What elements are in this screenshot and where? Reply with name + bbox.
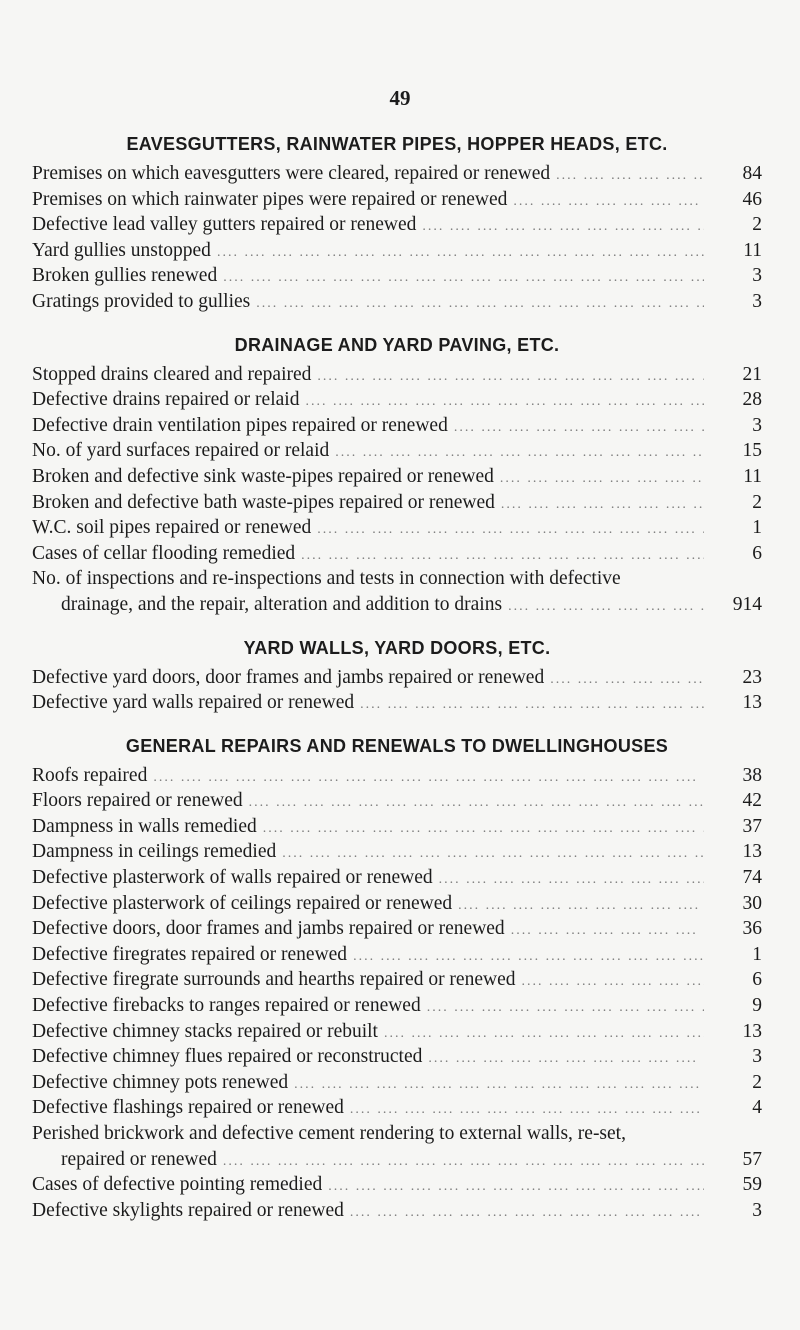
dot-leader xyxy=(427,995,704,1021)
dot-leader xyxy=(350,1200,704,1226)
dot-leader xyxy=(249,790,704,816)
list-item xyxy=(32,1070,762,1096)
dot-leader xyxy=(428,1046,704,1072)
item-count: 2 xyxy=(752,491,762,513)
item-label: Defective drain ventilation pipes repaired or renewed xyxy=(32,414,448,436)
item-count: 3 xyxy=(752,290,762,312)
item-count: 23 xyxy=(742,666,762,688)
list-item xyxy=(32,187,762,213)
list-item xyxy=(32,916,762,942)
item-label: Defective chimney stacks repaired or rebuilt xyxy=(32,1020,378,1042)
item-label: Cases of defective pointing remedied xyxy=(32,1174,323,1196)
item-label: Defective firebacks to ranges repaired or renewed xyxy=(32,995,421,1017)
item-label: Defective doors, door frames and jambs repaired or renewed xyxy=(32,918,505,940)
item-count: 28 xyxy=(742,389,762,411)
dot-leader xyxy=(335,440,704,466)
dot-leader xyxy=(521,969,704,995)
item-count: 9 xyxy=(752,995,762,1017)
item-label-line2: drainage, and the repair, alteration and addition to drains xyxy=(61,593,503,615)
item-count: 1 xyxy=(752,943,762,965)
dot-leader xyxy=(328,1174,704,1200)
item-label: Yard gullies unstopped xyxy=(32,239,211,261)
item-count: 6 xyxy=(752,542,762,564)
dot-leader xyxy=(501,492,704,518)
item-label: Defective yard walls repaired or renewed xyxy=(32,692,355,714)
item-count: 2 xyxy=(752,1071,762,1093)
dot-leader xyxy=(422,214,704,240)
item-count: 74 xyxy=(742,867,762,889)
dot-leader xyxy=(500,466,704,492)
item-count: 37 xyxy=(742,815,762,837)
item-count: 42 xyxy=(742,790,762,812)
item-label: Premises on which eavesgutters were cleared, repaired or renewed xyxy=(32,163,551,184)
item-label: Defective lead valley gutters repaired or renewed xyxy=(32,214,417,236)
item-label: Cases of cellar flooding remedied xyxy=(32,542,296,564)
item-label: Defective chimney flues repaired or reconstructed xyxy=(32,1046,423,1068)
dot-leader xyxy=(458,893,704,919)
list-item xyxy=(32,967,762,993)
dot-leader xyxy=(223,1149,704,1175)
section-title: EAVESGUTTERS, RAINWATER PIPES, HOPPER HEADS, ETC. xyxy=(126,134,668,154)
item-label: Broken gullies renewed xyxy=(32,265,218,287)
item-count: 4 xyxy=(752,1097,762,1119)
list-item xyxy=(32,1121,762,1172)
item-label: Defective firegrate surrounds and hearths repaired or renewed xyxy=(32,969,516,991)
item-label: Defective firegrates repaired or renewed xyxy=(32,943,348,965)
item-count: 13 xyxy=(742,692,762,714)
dot-leader xyxy=(301,543,704,569)
item-count: 36 xyxy=(742,918,762,940)
item-count: 6 xyxy=(752,969,762,991)
item-label: Defective chimney pots renewed xyxy=(32,1071,289,1093)
list-item xyxy=(32,161,762,187)
item-label: Floors repaired or renewed xyxy=(32,790,243,812)
item-count: 57 xyxy=(742,1148,762,1170)
dot-leader xyxy=(513,189,704,215)
list-item xyxy=(32,289,762,315)
item-label: Broken and defective sink waste-pipes repaired or renewed xyxy=(32,465,494,487)
dot-leader xyxy=(556,163,704,189)
list-item xyxy=(32,413,762,439)
item-count: 3 xyxy=(752,265,762,287)
dot-leader xyxy=(508,594,704,620)
item-label: Defective drains repaired or relaid xyxy=(32,389,300,411)
item-label: Dampness in walls remedied xyxy=(32,815,257,837)
list-item xyxy=(32,387,762,413)
list-item xyxy=(32,515,762,541)
item-label: Defective flashings repaired or renewed xyxy=(32,1097,344,1119)
list-item xyxy=(32,788,762,814)
dot-leader xyxy=(350,1097,704,1123)
list-item xyxy=(32,212,762,238)
list-item xyxy=(32,891,762,917)
list-item xyxy=(32,1198,762,1224)
list-item xyxy=(32,865,762,891)
dot-leader xyxy=(263,816,704,842)
item-count: 13 xyxy=(742,841,762,863)
item-label: Defective plasterwork of ceilings repaired or renewed xyxy=(32,892,453,914)
item-label: Defective plasterwork of walls repaired or renewed xyxy=(32,867,433,889)
list-item xyxy=(32,1095,762,1121)
list-item xyxy=(32,1019,762,1045)
list-item xyxy=(32,1172,762,1198)
page-number: 49 xyxy=(389,86,411,110)
section-title: DRAINAGE AND YARD PAVING, ETC. xyxy=(234,334,560,355)
item-count: 15 xyxy=(742,440,762,462)
list-item xyxy=(32,993,762,1019)
list-item xyxy=(32,839,762,865)
dot-leader xyxy=(317,364,704,390)
list-item xyxy=(32,665,762,691)
item-count: 914 xyxy=(732,593,762,615)
item-count: 30 xyxy=(742,892,762,914)
item-label: Premises on which rainwater pipes were repaired or renewed xyxy=(32,188,508,210)
dot-leader xyxy=(550,667,704,693)
dot-leader xyxy=(353,944,704,970)
list-item xyxy=(32,566,762,617)
item-count: 84 xyxy=(742,163,762,184)
item-count: 3 xyxy=(752,414,762,436)
list-item xyxy=(32,1044,762,1070)
dot-leader xyxy=(360,692,704,718)
list-item xyxy=(32,238,762,264)
dot-leader xyxy=(282,841,704,867)
item-label: Dampness in ceilings remedied xyxy=(32,841,277,863)
item-label: Perished brickwork and defective cement rendering to external walls, re-set, xyxy=(32,1123,626,1144)
dot-leader xyxy=(217,240,704,266)
item-count: 38 xyxy=(742,764,762,786)
dot-leader xyxy=(223,265,704,291)
item-label-continued xyxy=(32,1147,762,1173)
section-title: GENERAL REPAIRS AND RENEWALS TO DWELLINGHOUSES xyxy=(125,735,669,756)
item-label-line2: repaired or renewed xyxy=(61,1148,217,1170)
item-label: Gratings provided to gullies xyxy=(32,290,251,312)
item-label: No. of inspections and re-inspections and tests in connection with defective xyxy=(32,568,621,590)
list-item xyxy=(32,690,762,716)
list-item xyxy=(32,541,762,567)
list-item xyxy=(32,464,762,490)
dot-leader xyxy=(153,765,704,791)
dot-leader xyxy=(317,517,704,543)
list-item xyxy=(32,490,762,516)
item-count: 3 xyxy=(752,1199,762,1221)
item-count: 13 xyxy=(742,1020,762,1042)
report-content xyxy=(32,127,762,1223)
item-label: Defective yard doors, door frames and jambs repaired or renewed xyxy=(32,666,545,688)
item-label: Defective skylights repaired or renewed xyxy=(32,1199,344,1221)
item-count: 3 xyxy=(752,1046,762,1068)
item-count: 21 xyxy=(742,363,762,385)
item-label-continued xyxy=(32,592,762,618)
dot-leader xyxy=(305,389,704,415)
item-count: 46 xyxy=(742,188,762,210)
dot-leader xyxy=(294,1072,704,1098)
item-count: 1 xyxy=(752,517,762,539)
dot-leader xyxy=(256,291,704,317)
list-item xyxy=(32,763,762,789)
item-label: Roofs repaired xyxy=(32,764,148,786)
item-count: 11 xyxy=(743,239,762,261)
item-count: 2 xyxy=(752,214,762,236)
dot-leader xyxy=(384,1021,704,1047)
list-item xyxy=(32,814,762,840)
list-item xyxy=(32,438,762,464)
dot-leader xyxy=(439,867,704,893)
item-count: 59 xyxy=(742,1174,762,1196)
item-label: No. of yard surfaces repaired or relaid xyxy=(32,440,330,462)
item-label: Stopped drains cleared and repaired xyxy=(32,363,312,385)
list-item xyxy=(32,362,762,388)
item-label: Broken and defective bath waste-pipes repaired or renewed xyxy=(32,491,495,513)
list-item xyxy=(32,942,762,968)
item-count: 11 xyxy=(743,465,762,487)
list-item xyxy=(32,263,762,289)
section-title: YARD WALLS, YARD DOORS, ETC. xyxy=(243,637,551,658)
dot-leader xyxy=(511,918,704,944)
dot-leader xyxy=(454,415,704,441)
item-label: W.C. soil pipes repaired or renewed xyxy=(32,517,312,539)
